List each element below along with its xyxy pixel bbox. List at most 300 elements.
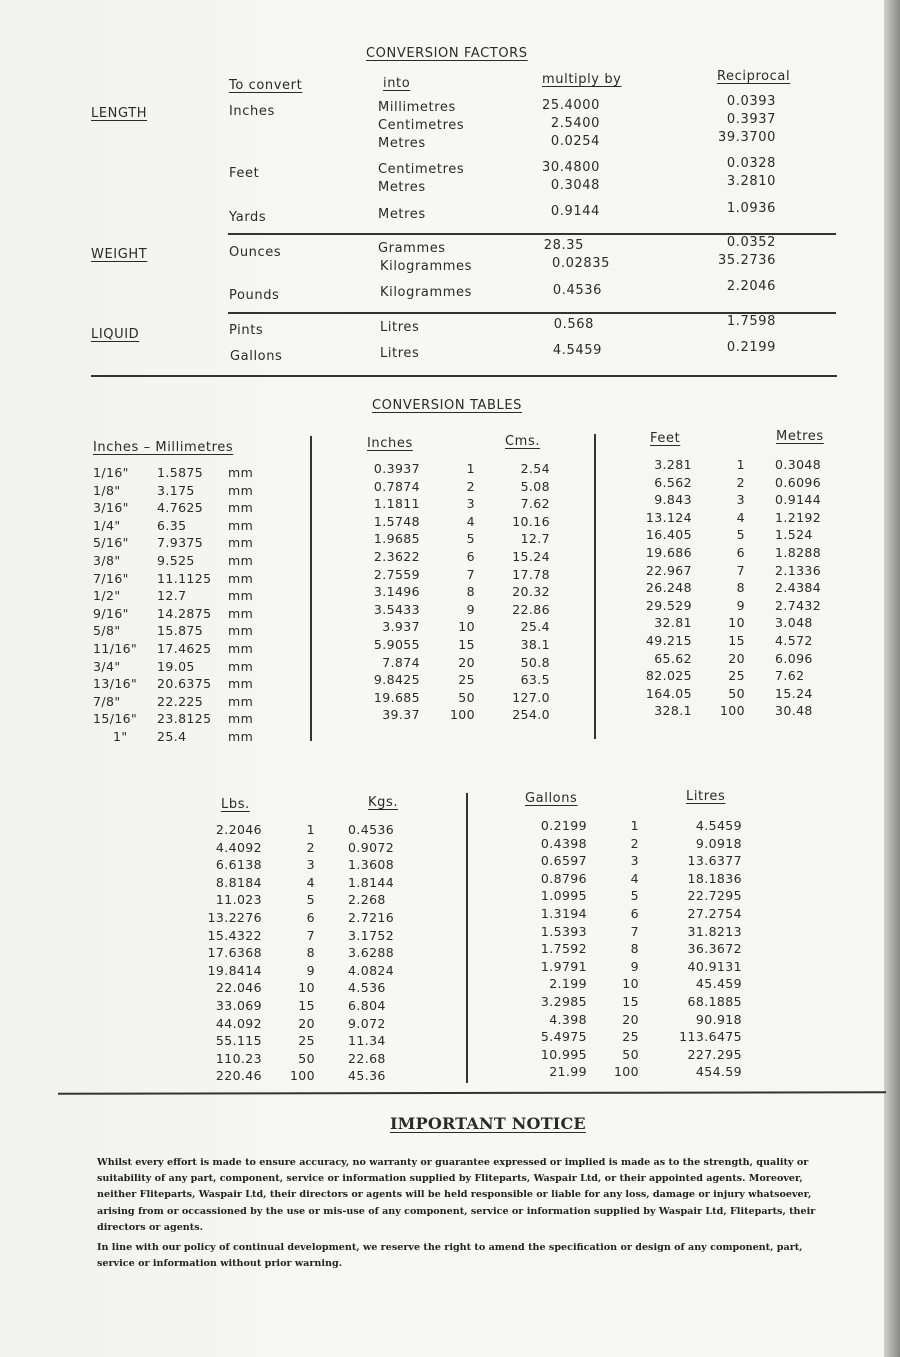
lbs-value: 55.115: [215, 1033, 262, 1049]
reciprocal-value: 0.2199: [726, 340, 776, 355]
inches-value: 2.3622: [373, 548, 420, 564]
mm-unit: mm: [228, 465, 254, 480]
cms-value: 38.1: [520, 636, 550, 652]
row-number: 10: [622, 976, 639, 992]
into-unit: Metres: [378, 180, 426, 195]
reciprocal-value: 0.0328: [726, 156, 776, 171]
gallons-header: Gallons: [525, 791, 578, 806]
metres-value: 2.7432: [775, 597, 822, 613]
kgs-value: 2.7216: [348, 909, 395, 925]
cms-value: 10.16: [512, 513, 550, 529]
mm-value: 6.35: [157, 517, 187, 533]
kgs-value: 3.1752: [348, 927, 395, 943]
into-unit: Centimetres: [378, 118, 465, 133]
lbs-value: 2.2046: [215, 822, 262, 837]
column-divider: [466, 793, 468, 1083]
lbs-value: 110.23: [215, 1050, 262, 1066]
row-number: 8: [306, 945, 315, 961]
row-number: 4: [466, 513, 475, 529]
inch-fraction: 5/16": [93, 535, 129, 551]
row-number: 5: [736, 527, 745, 543]
into-unit: Litres: [380, 320, 420, 335]
inches-n: [440, 460, 475, 724]
lbs-values: [180, 821, 262, 1085]
metres-value: 4.572: [775, 632, 813, 648]
row-number: 3: [736, 492, 745, 508]
notice-title: IMPORTANT NOTICE: [390, 1114, 586, 1133]
litres-value: 40.9131: [687, 958, 742, 974]
lbs-value: 220.46: [215, 1068, 262, 1084]
header-into: into: [383, 76, 411, 91]
kgs-value: 0.4536: [348, 822, 395, 837]
binder-edge: [884, 0, 900, 1357]
litres-value: 27.2754: [687, 905, 742, 921]
reciprocal-value: 0.0352: [726, 235, 776, 250]
row-number: 20: [458, 654, 475, 670]
feet-value: 22.967: [645, 562, 692, 578]
row-number: 5: [466, 531, 475, 547]
inches-value: 19.685: [373, 689, 420, 705]
feet-header: Feet: [650, 431, 681, 446]
inch-fraction: 7/16": [93, 570, 129, 586]
row-number: 8: [466, 584, 475, 600]
cms-value: 5.08: [520, 478, 550, 494]
metres-value: 1.524: [775, 527, 813, 543]
mm-unit: mm: [228, 693, 254, 709]
multiply-value: 0.02835: [552, 256, 610, 271]
gallons-n: [604, 817, 639, 1081]
inches-value: 0.7874: [373, 478, 420, 494]
inch-fraction: 1/4": [93, 517, 121, 533]
litres-value: 22.7295: [687, 888, 742, 904]
inches-value: 3.1496: [373, 584, 420, 600]
feet-value: 49.215: [645, 632, 692, 648]
gallons-value: 1.3194: [540, 905, 587, 921]
metres-value: 1.2192: [775, 509, 822, 525]
row-number: 15: [458, 636, 475, 652]
inch-fraction: 3/8": [93, 552, 121, 568]
mm-value: 12.7: [157, 588, 187, 604]
inch-fraction-column: [93, 464, 157, 746]
gallons-value: 0.8796: [540, 870, 587, 886]
lbs-value: 4.4092: [215, 839, 262, 855]
row-number: 50: [622, 1046, 639, 1062]
kgs-header: Kgs.: [368, 795, 399, 810]
header-multiply-by: multiply by: [542, 72, 622, 87]
row-number: 7: [736, 562, 745, 578]
lbs-value: 44.092: [215, 1015, 262, 1031]
inches-value: 1.1811: [373, 496, 420, 512]
inches-value: 5.9055: [373, 636, 420, 652]
lbs-value: 22.046: [215, 980, 262, 996]
mm-unit: mm: [228, 640, 254, 656]
kgs-values: [348, 821, 418, 1085]
gallons-value: 3.2985: [540, 993, 587, 1009]
multiply-value: 0.4536: [552, 283, 602, 298]
reciprocal-value: 3.2810: [726, 174, 776, 189]
from-unit: Gallons: [230, 349, 283, 364]
gallons-value: 1.9791: [540, 958, 587, 974]
kgs-value: 3.6288: [348, 945, 395, 961]
litres-value: 31.8213: [687, 923, 742, 939]
row-number: 4: [736, 509, 745, 525]
inch-fraction: 13/16": [93, 676, 138, 692]
cms-value: 17.78: [512, 566, 550, 582]
row-number: 6: [736, 544, 745, 560]
row-number: 25: [298, 1033, 315, 1049]
kgs-value: 1.8144: [348, 874, 395, 890]
cms-value: 254.0: [512, 707, 550, 723]
kgs-value: 4.536: [348, 980, 386, 996]
lbs-value: 11.023: [215, 892, 262, 908]
feet-value: 26.248: [645, 580, 692, 596]
inches-value: 39.37: [382, 707, 420, 723]
kgs-value: 22.68: [348, 1050, 386, 1066]
mm-value-column: [157, 464, 227, 746]
multiply-value: 2.5400: [550, 116, 600, 131]
reciprocal-value: 0.0393: [726, 94, 776, 109]
litres-header: Litres: [686, 789, 726, 804]
inches-value: 2.7559: [373, 566, 420, 582]
inch-fraction: 11/16": [93, 640, 138, 656]
row-number: 9: [466, 601, 475, 617]
cms-value: 22.86: [512, 601, 550, 617]
inch-fraction: 9/16": [93, 605, 129, 621]
inch-fraction: 1/2": [93, 588, 121, 604]
into-unit: Metres: [378, 207, 426, 222]
from-unit: Feet: [229, 166, 260, 181]
litres-value: 9.0918: [695, 835, 742, 851]
reciprocal-value: 1.0936: [726, 201, 776, 216]
row-number: 2: [306, 839, 315, 855]
from-unit: Yards: [229, 210, 267, 225]
cms-value: 127.0: [512, 689, 550, 705]
from-unit: Ounces: [229, 245, 282, 260]
row-number: 6: [630, 905, 639, 921]
lbs-value: 15.4322: [207, 927, 262, 943]
row-number: 4: [630, 870, 639, 886]
litres-value: 113.6475: [679, 1029, 742, 1045]
feet-value: 65.62: [654, 650, 692, 666]
inch-fraction: 1": [113, 728, 128, 744]
kgs-value: 2.268: [348, 892, 386, 908]
litres-values: [660, 817, 742, 1081]
feet-n: [710, 456, 745, 720]
gallons-value: 1.7592: [540, 941, 587, 957]
lbs-header: Lbs.: [221, 797, 250, 812]
gallons-value: 1.5393: [540, 923, 587, 939]
inch-fraction: 7/8": [93, 693, 121, 709]
multiply-value: 0.568: [553, 317, 594, 332]
mm-unit: mm: [228, 500, 254, 516]
mm-value: 15.875: [157, 623, 204, 639]
row-number: 10: [458, 619, 475, 635]
header-reciprocal: Reciprocal: [717, 69, 791, 84]
metres-value: 2.4384: [775, 580, 822, 596]
row-number: 3: [466, 496, 475, 512]
row-number: 10: [298, 980, 315, 996]
gallons-value: 0.6597: [540, 853, 587, 869]
lbs-value: 6.6138: [215, 857, 262, 873]
row-number: 100: [613, 1064, 639, 1080]
metres-value: 0.3048: [775, 457, 822, 472]
metres-value: 1.8288: [775, 544, 822, 560]
mm-value: 9.525: [157, 552, 195, 568]
row-number: 50: [728, 685, 745, 701]
into-unit: Kilogrammes: [380, 259, 472, 274]
cms-value: 15.24: [512, 548, 550, 564]
row-number: 6: [466, 548, 475, 564]
gallons-value: 0.2199: [540, 818, 587, 833]
cms-value: 20.32: [512, 584, 550, 600]
into-unit: Millimetres: [378, 100, 456, 115]
multiply-value: 28.35: [543, 238, 584, 253]
row-number: 1: [466, 461, 475, 476]
litres-value: 13.6377: [687, 853, 742, 869]
multiply-value: 25.4000: [542, 98, 600, 113]
row-number: 20: [298, 1015, 315, 1031]
category-liquid: LIQUID: [91, 327, 140, 342]
lbs-value: 17.6368: [207, 945, 262, 961]
lbs-value: 13.2276: [207, 909, 262, 925]
feet-value: 164.05: [645, 685, 692, 701]
from-unit: Pounds: [229, 288, 280, 303]
litres-value: 68.1885: [687, 993, 742, 1009]
inch-fraction: 15/16": [93, 711, 138, 727]
cms-value: 50.8: [520, 654, 550, 670]
feet-value: 6.562: [654, 474, 692, 490]
row-number: 100: [289, 1068, 315, 1084]
inch-fraction: 3/16": [93, 500, 129, 516]
row-number: 20: [622, 1011, 639, 1027]
cms-value: 12.7: [520, 531, 550, 547]
feet-value: 9.843: [654, 492, 692, 508]
feet-value: 328.1: [654, 703, 692, 719]
cms-value: 2.54: [520, 461, 550, 476]
into-unit: Metres: [378, 136, 426, 151]
mm-unit: mm: [228, 517, 254, 533]
feet-value: 19.686: [645, 544, 692, 560]
row-number: 6: [306, 909, 315, 925]
metres-value: 0.9144: [775, 492, 822, 508]
mm-value: 19.05: [157, 658, 195, 674]
litres-value: 227.295: [687, 1046, 742, 1062]
row-number: 7: [630, 923, 639, 939]
row-number: 9: [630, 958, 639, 974]
column-divider: [310, 436, 312, 741]
metres-value: 6.096: [775, 650, 813, 666]
notice-paragraph: In line with our policy of continual development, we reserve the right to amend the specification or design of any component, part, service or information without prior warning.: [97, 1242, 803, 1270]
row-number: 8: [736, 580, 745, 596]
metres-header: Metres: [776, 429, 824, 444]
row-number: 25: [458, 672, 475, 688]
category-length: LENGTH: [91, 106, 148, 121]
column-divider: [594, 434, 596, 739]
row-number: 7: [306, 927, 315, 943]
inch-fraction: 1/8": [93, 482, 121, 498]
row-number: 15: [622, 993, 639, 1009]
cms-value: 7.62: [520, 496, 550, 512]
inch-fraction: 1/16": [93, 465, 129, 480]
row-number: 1: [306, 822, 315, 837]
row-number: 1: [736, 457, 745, 472]
row-number: 3: [630, 853, 639, 869]
feet-value: 13.124: [645, 509, 692, 525]
row-number: 50: [298, 1050, 315, 1066]
lbs-n: [280, 821, 315, 1085]
mm-unit: mm: [228, 676, 254, 692]
row-number: 9: [306, 962, 315, 978]
mm-unit: mm: [228, 552, 254, 568]
mm-value: 14.2875: [157, 605, 212, 621]
gallons-value: 4.398: [549, 1011, 587, 1027]
litres-value: 36.3672: [687, 941, 742, 957]
mm-value: 22.225: [157, 693, 204, 709]
cms-value: 25.4: [520, 619, 550, 635]
gallons-value: 2.199: [549, 976, 587, 992]
mm-value: 20.6375: [157, 676, 212, 692]
kgs-value: 45.36: [348, 1068, 386, 1084]
metres-value: 0.6096: [775, 474, 822, 490]
mm-value: 7.9375: [157, 535, 204, 551]
gallons-value: 10.995: [540, 1046, 587, 1062]
kgs-value: 6.804: [348, 997, 386, 1013]
mm-unit: mm: [228, 570, 254, 586]
row-number: 5: [630, 888, 639, 904]
feet-value: 29.529: [645, 597, 692, 613]
metres-values: [775, 456, 839, 720]
lbs-value: 19.8414: [207, 962, 262, 978]
metres-value: 7.62: [775, 668, 805, 684]
row-number: 8: [630, 941, 639, 957]
feet-value: 3.281: [654, 457, 692, 472]
row-number: 20: [728, 650, 745, 666]
mm-unit: mm: [228, 728, 254, 744]
inches-header: Inches: [367, 436, 413, 451]
kgs-value: 4.0824: [348, 962, 395, 978]
feet-values: [610, 456, 692, 720]
mm-value: 4.7625: [157, 500, 204, 516]
row-number: 1: [630, 818, 639, 833]
notice-divider: [58, 1091, 886, 1094]
metres-value: 15.24: [775, 685, 813, 701]
row-number: 100: [719, 703, 745, 719]
gallons-value: 0.4398: [540, 835, 587, 851]
mm-value: 11.1125: [157, 570, 212, 586]
litres-value: 45.459: [695, 976, 742, 992]
row-number: 15: [298, 997, 315, 1013]
into-unit: Grammes: [378, 241, 446, 256]
inches-value: 7.874: [382, 654, 420, 670]
tables-title: CONVERSION TABLES: [372, 398, 523, 413]
inches-value: 0.3937: [373, 461, 420, 476]
litres-value: 18.1836: [687, 870, 742, 886]
row-number: 5: [306, 892, 315, 908]
inches-values: [340, 460, 420, 724]
from-unit: Inches: [229, 104, 275, 119]
mm-value: 25.4: [157, 728, 187, 744]
gallons-value: 21.99: [549, 1064, 587, 1080]
kgs-value: 11.34: [348, 1033, 386, 1049]
mm-value: 1.5875: [157, 465, 204, 480]
row-number: 4: [306, 874, 315, 890]
inch-mm-header: Inches – Millimetres: [93, 440, 234, 455]
reciprocal-value: 39.3700: [718, 130, 776, 145]
inches-value: 1.9685: [373, 531, 420, 547]
mm-unit: mm: [228, 658, 254, 674]
feet-value: 32.81: [654, 615, 692, 631]
gallons-value: 5.4975: [540, 1029, 587, 1045]
row-number: 25: [728, 668, 745, 684]
section-divider: [91, 375, 837, 377]
reciprocal-value: 0.3937: [726, 112, 776, 127]
row-number: 2: [736, 474, 745, 490]
multiply-value: 0.0254: [550, 134, 600, 149]
from-unit: Pints: [229, 323, 264, 338]
inches-value: 9.8425: [373, 672, 420, 688]
gallons-value: 1.0995: [540, 888, 587, 904]
gallons-values: [505, 817, 587, 1081]
mm-value: 17.4625: [157, 640, 212, 656]
mm-unit: mm: [228, 535, 254, 551]
multiply-value: 4.5459: [552, 343, 602, 358]
inch-fraction: 3/4": [93, 658, 121, 674]
litres-value: 90.918: [695, 1011, 742, 1027]
into-unit: Litres: [380, 346, 420, 361]
mm-unit-column: [228, 464, 264, 746]
row-number: 25: [622, 1029, 639, 1045]
factors-title: CONVERSION FACTORS: [366, 46, 528, 61]
reciprocal-value: 2.2046: [726, 279, 776, 294]
multiply-value: 0.3048: [550, 178, 600, 193]
row-number: 9: [736, 597, 745, 613]
cms-values: [490, 460, 550, 724]
mm-unit: mm: [228, 711, 254, 727]
row-number: 10: [728, 615, 745, 631]
kgs-value: 1.3608: [348, 857, 395, 873]
kgs-value: 0.9072: [348, 839, 395, 855]
mm-unit: mm: [228, 623, 254, 639]
row-number: 2: [466, 478, 475, 494]
reciprocal-value: 35.2736: [718, 253, 776, 268]
metres-value: 2.1336: [775, 562, 822, 578]
mm-unit: mm: [228, 588, 254, 604]
lbs-value: 33.069: [215, 997, 262, 1013]
multiply-value: 30.4800: [542, 160, 600, 175]
row-number: 3: [306, 857, 315, 873]
header-to-convert: To convert: [229, 78, 303, 93]
into-unit: Centimetres: [378, 162, 465, 177]
litres-value: 4.5459: [695, 818, 742, 833]
row-number: 100: [449, 707, 475, 723]
mm-value: 23.8125: [157, 711, 212, 727]
row-number: 15: [728, 632, 745, 648]
kgs-value: 9.072: [348, 1015, 386, 1031]
cms-value: 63.5: [520, 672, 550, 688]
inches-value: 1.5748: [373, 513, 420, 529]
cms-header: Cms.: [505, 434, 541, 449]
metres-value: 30.48: [775, 703, 813, 719]
row-number: 7: [466, 566, 475, 582]
inches-value: 3.5433: [373, 601, 420, 617]
multiply-value: 0.9144: [550, 204, 600, 219]
inch-fraction: 5/8": [93, 623, 121, 639]
litres-value: 454.59: [695, 1064, 742, 1080]
category-weight: WEIGHT: [91, 247, 148, 262]
lbs-value: 8.8184: [215, 874, 262, 890]
feet-value: 16.405: [645, 527, 692, 543]
inches-value: 3.937: [382, 619, 420, 635]
